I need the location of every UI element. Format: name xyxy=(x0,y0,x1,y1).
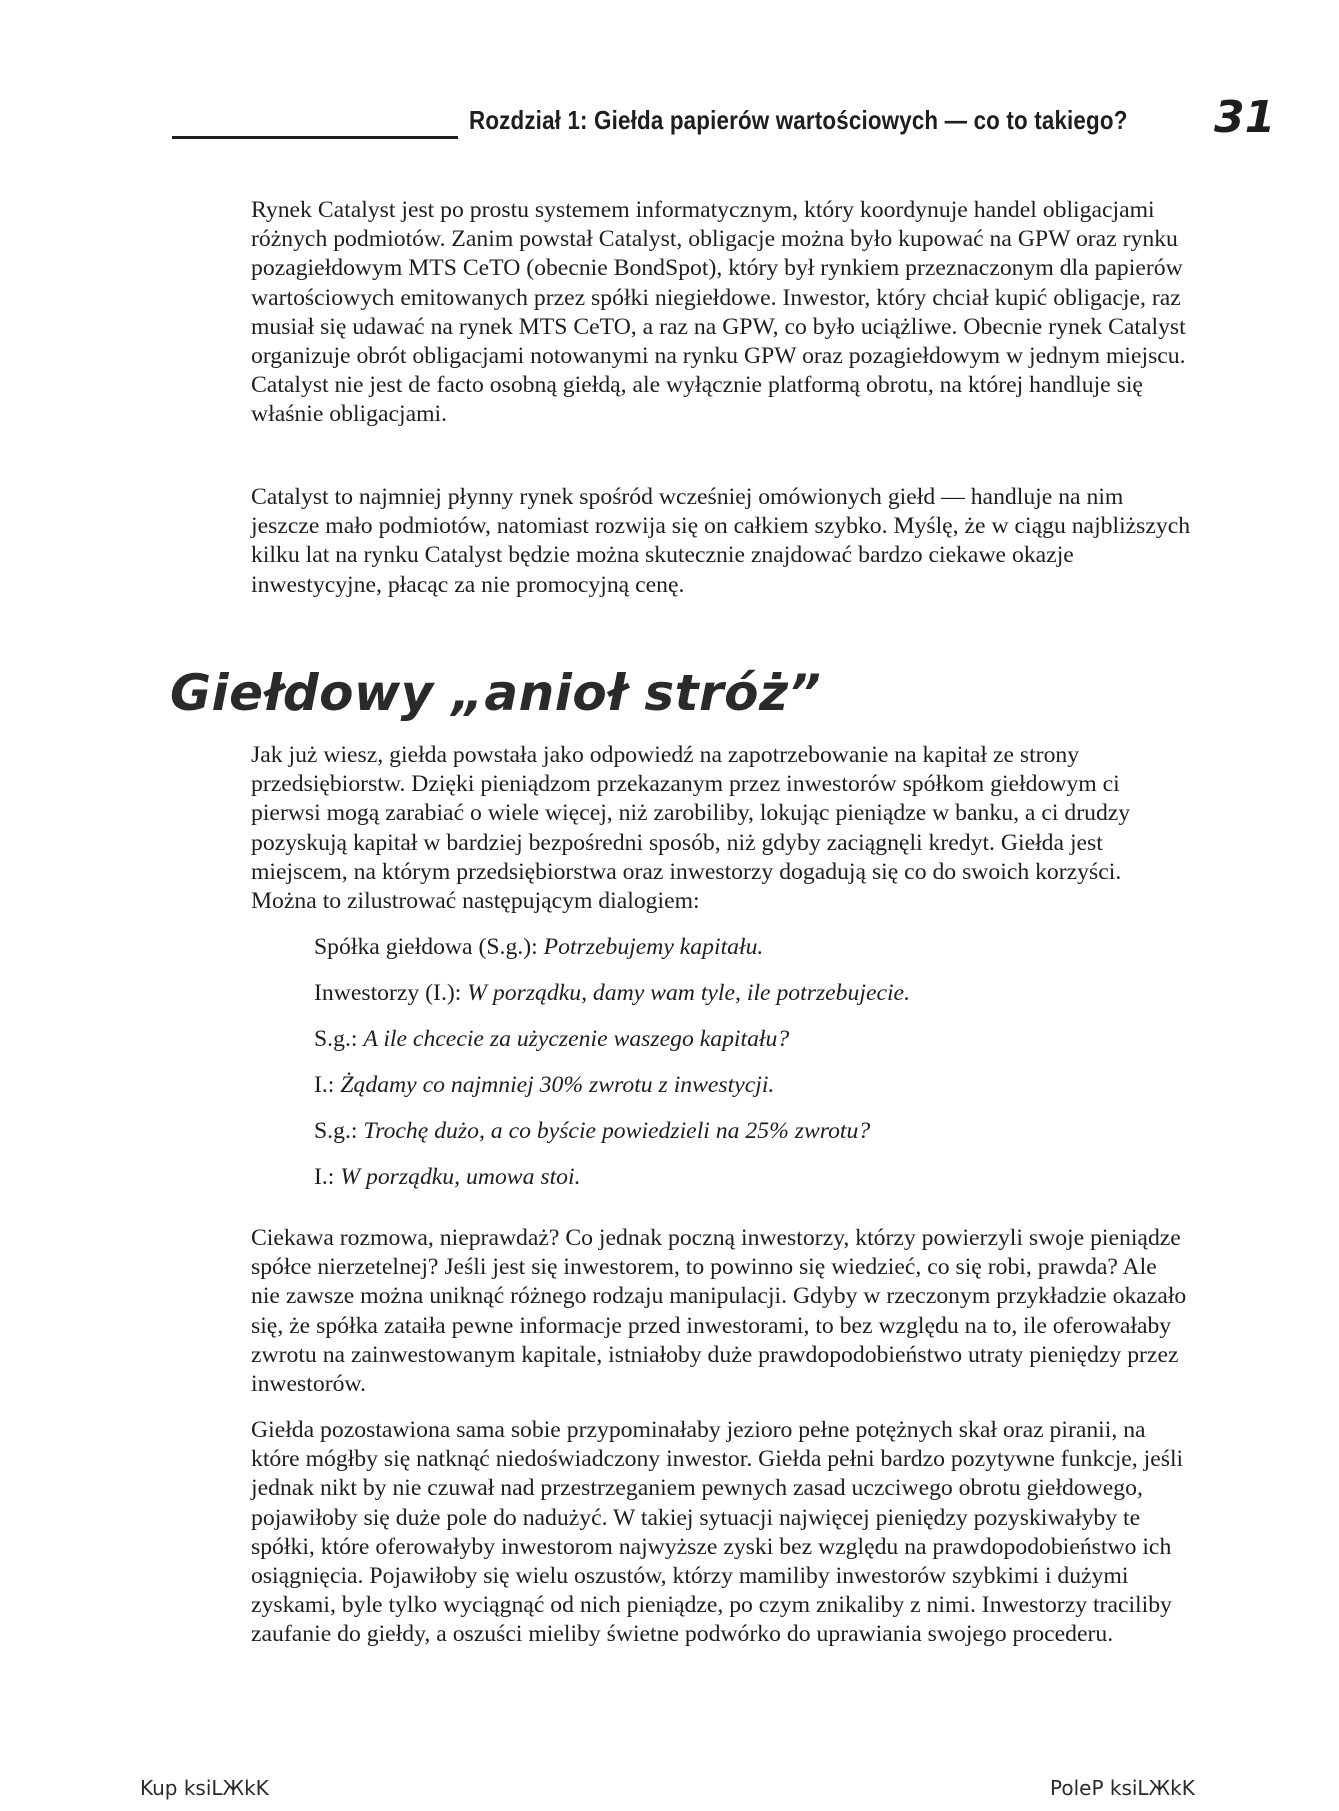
dialogue-speaker: I.: xyxy=(314,1072,341,1098)
paragraph-catalyst-intro: Rynek Catalyst jest po prostu systemem informatycznym, który koordynuje handel obligacjami różnych podmiotów. Zanim powstał Catalyst, obligacje można było kupować na GPW oraz rynku pozagiełdowym MTS CeTO (obecnie BondSpot), który był rynkiem przeznaczonym dla papierów wartościowych emitowanych przez spółki niegiełdowe. Inwestor, który chciał kupić obligacje, raz musiał się udawać na rynek MTS CeTO, a raz na GPW, co było uciążliwe. Obecnie rynek Catalyst organizuje obrót obligacjami notowanymi na rynku GPW oraz pozagiełdowym w jednym miejscu. Catalyst nie jest de facto osobną giełdą, ale wyłącznie platformą obrotu, na której handluje się właśnie obligacjami. xyxy=(251,197,1186,428)
footer-buy-book-link[interactable]: Kup ksiLЖkK xyxy=(140,1776,269,1800)
dialogue-speaker: Inwestorzy (I.): xyxy=(314,980,468,1006)
section-heading: Giełdowy „anioł stróż” xyxy=(170,664,822,722)
dialogue-line xyxy=(314,979,910,1025)
dialogue-text: Trochę dużo, a co byście powiedzieli na 25% zwrotu? xyxy=(363,1118,871,1144)
dialogue-line xyxy=(314,1163,910,1209)
footer-recommend-book-link[interactable]: PoleP ksiLЖkK xyxy=(1050,1776,1195,1800)
paragraph-regulation: Giełda pozostawiona sama sobie przypominałaby jezioro pełne potężnych skał oraz piranii, na które mógłby się natknąć niedoświadczony inwestor. Giełda pełni bardzo pozytywne funkcje, jeśli jednak nikt by nie czuwał nad przestrzeganiem pewnych zasad uczciwego obrotu giełdowego, pojawiłoby się duże pole do nadużyć. W takiej sytuacji najwięcej pieniędzy pozyskiwałyby te spółki, które oferowałyby inwestorom najwyższe zyski bez względu na prawdopodobieństwo ich osiągnięcia. Pojawiłoby się wielu oszustów, którzy mamiliby inwestorów szybkimi i dużymi zyskami, byle tylko wyciągnąć od nich pieniądze, po czym znikaliby z nimi. Inwestorzy traciliby zaufanie do giełdy, a oszuści mieliby świetne podwórko do uprawiania swojego procederu. xyxy=(251,1417,1184,1648)
dialogue-speaker: S.g.: xyxy=(314,1026,364,1052)
dialogue-text: W porządku, damy wam tyle, ile potrzebujecie. xyxy=(467,980,910,1006)
dialogue-line xyxy=(314,933,910,979)
dialogue-text: A ile chcecie za użyczenie waszego kapitału? xyxy=(363,1026,790,1052)
paragraph-manipulation: Ciekawa rozmowa, nieprawdaż? Co jednak poczną inwestorzy, którzy powierzyli swoje pieniądze spółce nierzetelnej? Jeśli jest się inwestorem, to powinno się wiedzieć, co się robi, prawda? Ale nie zawsze można uniknąć różnego rodzaju manipulacji. Gdyby w rzeczonym przykładzie okazało się, że spółka zataiła pewne informacje przed inwestorami, to bez względu na to, ile oferowałaby zwrotu na zainwestowanym kapitale, istniałoby duże prawdopodobieństwo utraty pieniędzy przez inwestorów. xyxy=(251,1225,1187,1398)
dialogue-speaker: I.: xyxy=(314,1164,341,1190)
page-number: 31 xyxy=(1214,92,1276,143)
dialogue-speaker: Spółka giełdowa (S.g.): xyxy=(314,934,544,960)
header-rule xyxy=(172,136,458,139)
dialogue-line xyxy=(314,1071,910,1117)
running-header xyxy=(172,92,1276,148)
dialogue-line xyxy=(314,1025,910,1071)
chapter-title: Rozdział 1: Giełda papierów wartościowych — co to takiego? xyxy=(469,105,1128,135)
dialogue-text: Żądamy co najmniej 30% zwrotu z inwestycji. xyxy=(340,1072,775,1098)
paragraph-section-intro: Jak już wiesz, giełda powstała jako odpowiedź na zapotrzebowanie na kapitał ze strony przedsiębiorstw. Dzięki pieniądzom przekazanym przez inwestorów spółkom giełdowym ci pierwsi mogą zarabiać o wiele więcej, niż zarobiliby, lokując pieniądze w banku, a ci drudzy pozyskują kapitał w bardziej bezpośredni sposób, niż gdyby zaciągnęli kredyt. Giełda jest miejscem, na którym przedsiębiorstwa oraz inwestorzy dogadują się co do swoich korzyści. Można to zilustrować następującym dialogiem: xyxy=(251,742,1131,915)
dialogue-text: W porządku, umowa stoi. xyxy=(340,1164,581,1190)
dialogue-text: Potrzebujemy kapitału. xyxy=(543,934,764,960)
dialogue-speaker: S.g.: xyxy=(314,1118,364,1144)
paragraph-catalyst-liquidity: Catalyst to najmniej płynny rynek spośród wcześniej omówionych giełd — handluje na nim jeszcze mało podmiotów, natomiast rozwija się on całkiem szybko. Myślę, że w ciągu najbliższych kilku lat na rynku Catalyst będzie można skutecznie znajdować bardzo ciekawe okazje inwestycyjne, płacąc za nie promocyjną cenę. xyxy=(251,484,1191,598)
dialogue-list xyxy=(314,933,910,1209)
dialogue-line xyxy=(314,1117,910,1163)
